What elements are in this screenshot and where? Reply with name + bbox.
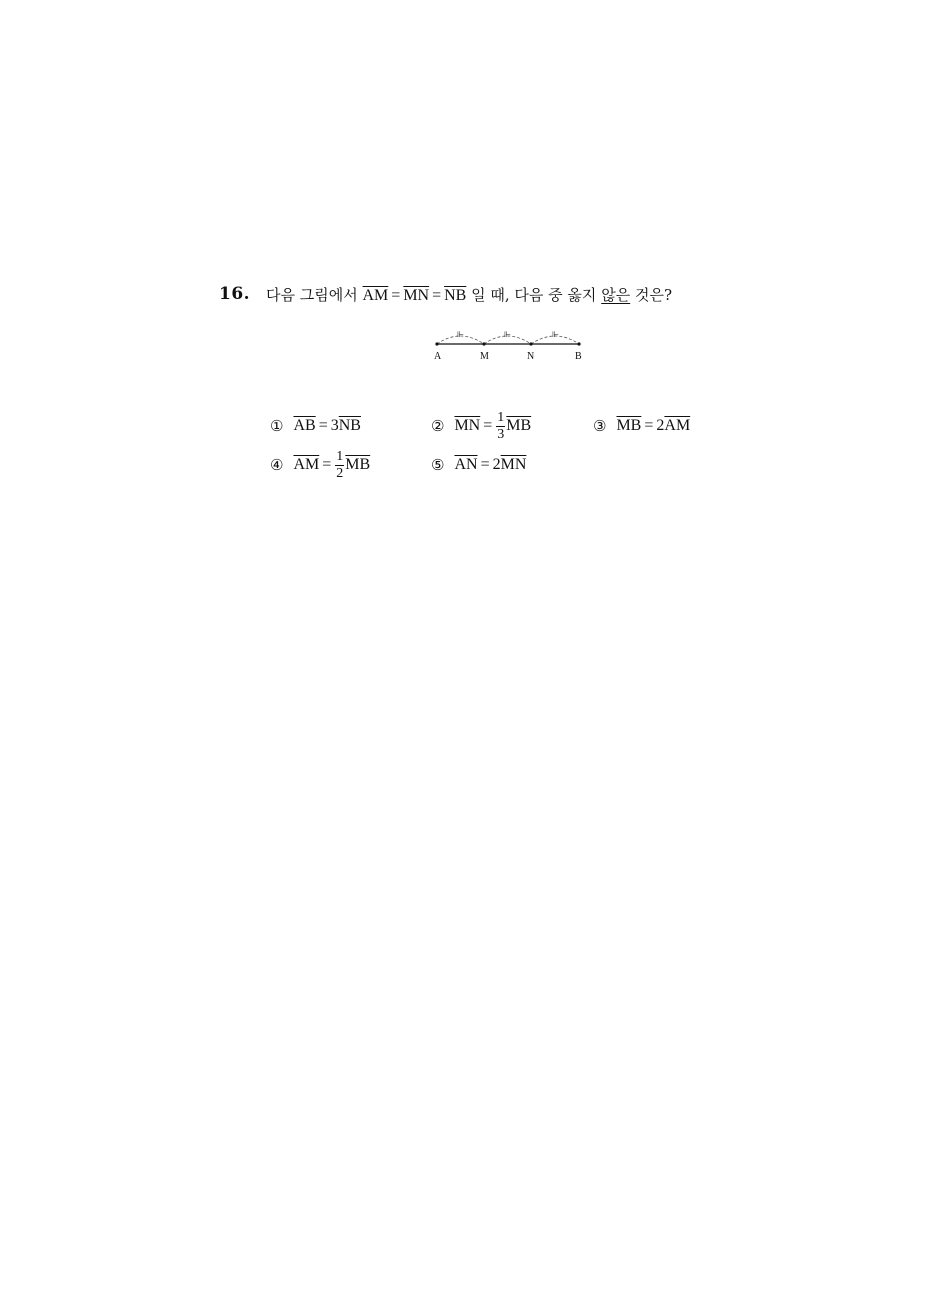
equals-sign: = <box>480 456 490 473</box>
choice-3[interactable] <box>593 411 690 441</box>
choice-coefficient: 2 <box>656 417 665 434</box>
line-segment-figure <box>425 322 595 366</box>
equals-sign: = <box>644 417 654 434</box>
point-n <box>529 342 532 345</box>
choice-rhs: $\overline{NB}$ <box>338 417 361 434</box>
point-a <box>435 342 438 345</box>
equals-sign: = <box>322 456 332 473</box>
tick-mark-nb: ⊩ <box>552 330 559 339</box>
choice-marker: ③ <box>593 417 607 435</box>
choice-rhs: $\overline{AM}$ <box>664 417 691 434</box>
choice-1[interactable] <box>270 411 361 441</box>
stem-mid: 일 때, 다음 중 옳지 <box>471 286 597 304</box>
fraction <box>496 411 505 442</box>
tick-mark-mn: ⊩ <box>504 330 511 339</box>
equals-sign: = <box>391 287 401 304</box>
fraction-denominator: 2 <box>336 465 344 481</box>
segment-am: $\overline{AM}$ <box>362 287 389 304</box>
fraction-numerator: 1 <box>497 409 505 425</box>
choice-rhs: $\overline{MB}$ <box>506 417 532 434</box>
choice-coefficient: 3 <box>330 417 339 434</box>
point-m <box>482 342 485 345</box>
question-block <box>0 0 926 520</box>
stem-suffix: 것은? <box>634 286 672 304</box>
choice-rhs: $\overline{MB}$ <box>345 456 371 473</box>
equals-sign: = <box>483 417 493 434</box>
segment-mn: $\overline{MN}$ <box>403 287 430 304</box>
fraction-numerator: 1 <box>336 448 344 464</box>
choice-lhs: $\overline{AB}$ <box>293 417 316 434</box>
label-m: M <box>480 351 489 362</box>
choice-coefficient: 2 <box>492 456 501 473</box>
point-b <box>577 342 580 345</box>
label-b: B <box>575 351 582 362</box>
choice-4[interactable] <box>270 450 370 480</box>
choice-5[interactable] <box>431 450 526 480</box>
choice-marker: ① <box>270 417 284 435</box>
choice-marker: ④ <box>270 456 284 474</box>
choice-lhs: $\overline{MN}$ <box>454 417 481 434</box>
choice-2[interactable] <box>431 411 531 441</box>
stem-emphasis: 않은 <box>601 286 631 304</box>
choice-rhs: $\overline{MN}$ <box>500 456 527 473</box>
tick-mark-am: ⊩ <box>457 330 464 339</box>
choice-lhs: $\overline{AN}$ <box>454 456 478 473</box>
label-n: N <box>527 351 535 362</box>
question-number: 16. <box>219 284 251 304</box>
question-stem <box>266 285 672 306</box>
choice-marker: ⑤ <box>431 456 445 474</box>
stem-prefix: 다음 그림에서 <box>266 286 358 304</box>
fraction-denominator: 3 <box>497 426 505 442</box>
equals-sign: = <box>432 287 442 304</box>
equals-sign: = <box>318 417 328 434</box>
choice-lhs: $\overline{AM}$ <box>293 456 320 473</box>
fraction <box>335 450 344 481</box>
label-a: A <box>434 351 442 362</box>
choice-marker: ② <box>431 417 445 435</box>
choice-lhs: $\overline{MB}$ <box>616 417 642 434</box>
segment-nb: $\overline{NB}$ <box>444 287 467 304</box>
